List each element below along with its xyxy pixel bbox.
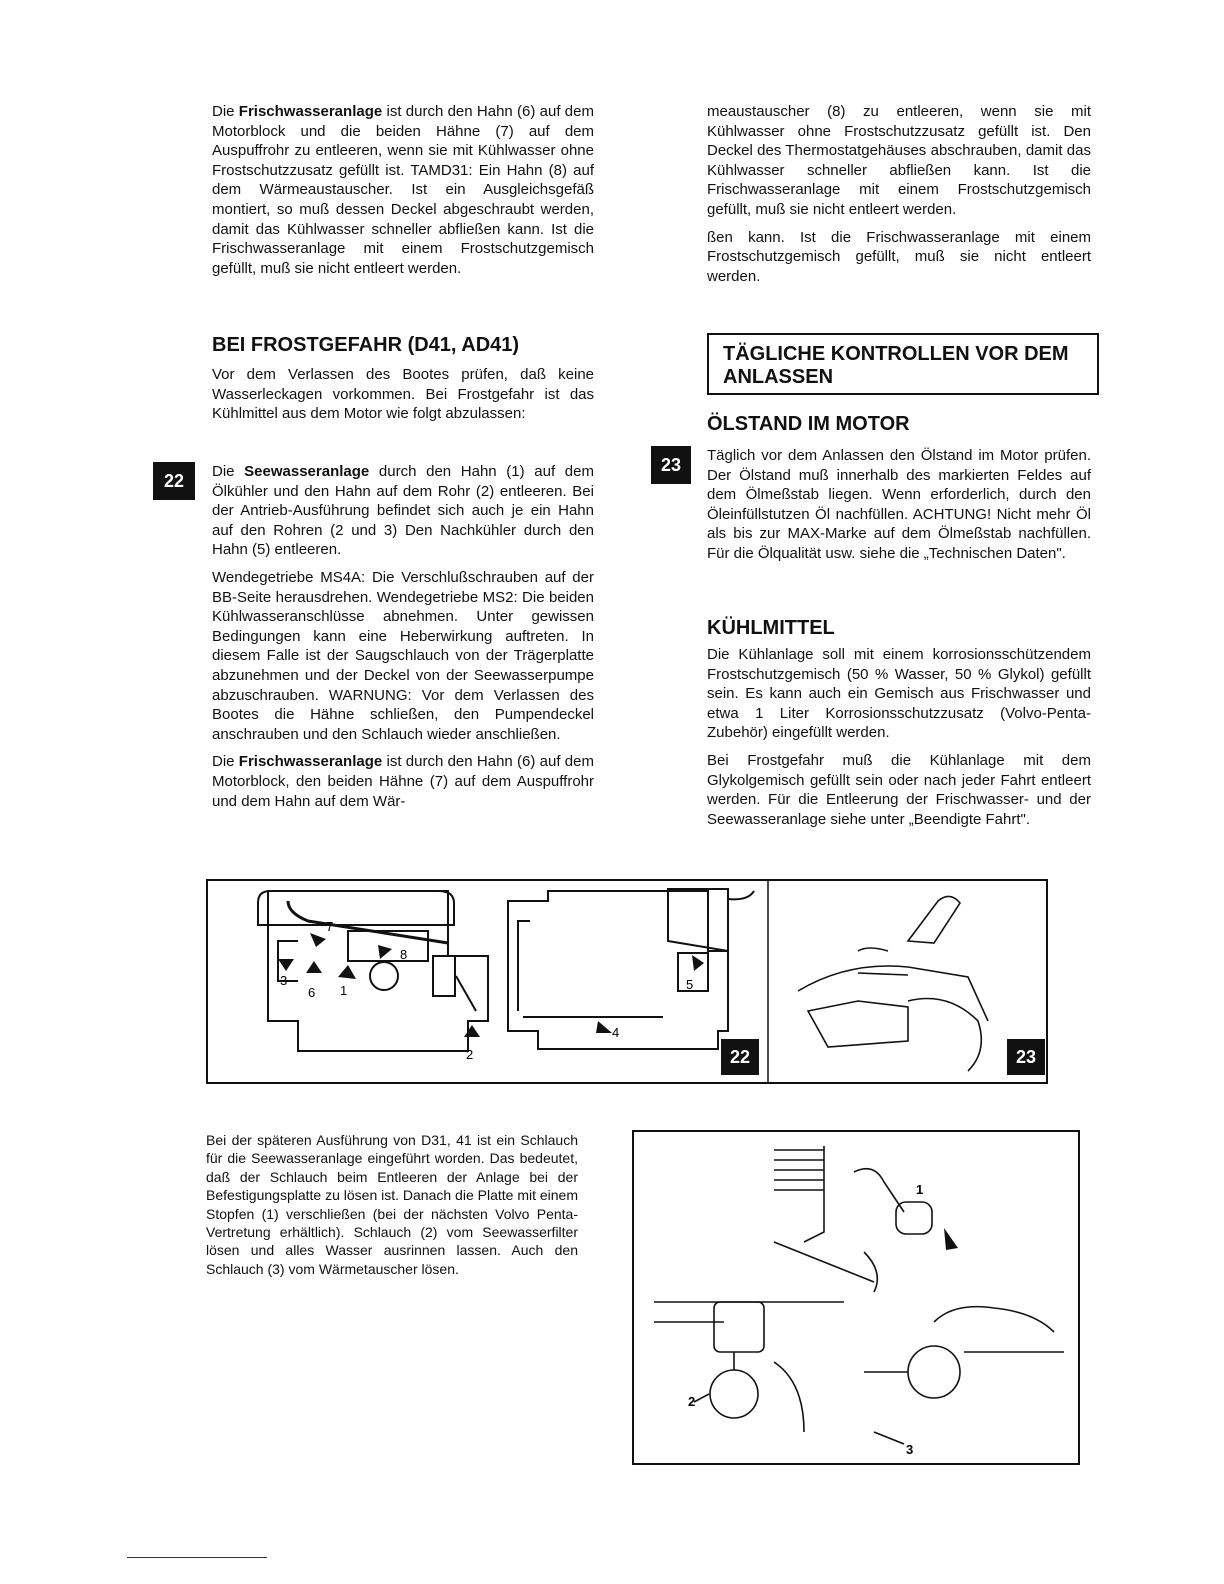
section-badge-22: 22: [153, 462, 195, 500]
left-column-bottom: [212, 462, 594, 819]
label-2: 2: [466, 1047, 474, 1062]
arrow-8: [378, 945, 392, 959]
figure-engine-drains: [206, 879, 1048, 1084]
heading-oelstand: ÖLSTAND IM MOTOR: [707, 413, 910, 435]
hose-arrow-1: [944, 1228, 958, 1250]
figure-hose-svg: [634, 1132, 1078, 1463]
paragraph-oelstand: Täglich vor dem Anlassen den Ölstand im Motor prüfen. Der Ölstand muß innerhalb des markierten Feldes auf dem Ölmeßstab liegen. Wenn erforderlich, durch den Öleinfüllstutzen Öl nachfüllen. ACHTUNG! Nicht mehr Öl als bis zur MAX-Marke auf dem Ölmeßstab nachfüllen. Für die Ölqualität usw. siehe die „Technischen Daten".: [707, 447, 1091, 562]
text: ist durch den Hahn (6) auf dem Motorblock, den beiden Hähne (7) auf dem Auspuffrohr und dem Hahn auf dem Wär-: [212, 753, 594, 810]
oil-fill-drawing: [798, 896, 988, 1071]
label-7: 7: [326, 919, 334, 934]
paragraph-kuehl-block: [707, 645, 1091, 837]
filter-drawing: [654, 1302, 844, 1432]
label-3: 3: [280, 973, 288, 988]
text: meaustauscher (8) zu entleeren, wenn sie mit Kühlwasser ohne Frostschutzzusatz gefüllt ist. Den Deckel des Thermostatgehäuses abschrauben, damit das Kühlwasser schneller abfließen kann.: [707, 103, 1091, 179]
left-column-top: [212, 102, 594, 286]
paragraph-seewasser: [212, 462, 594, 560]
figure-badge-23: 23: [1015, 1047, 1037, 1067]
text: Die: [212, 753, 239, 771]
heat-exchanger-drawing: [864, 1307, 1064, 1444]
label-1: 1: [916, 1182, 924, 1197]
paragraph-frost: Vor dem Verlassen des Bootes prüfen, daß keine Wasserleckagen vorkommen. Bei Frostgefahr ist das Kühlmittel aus dem Motor wie folgt abzulassen:: [212, 366, 594, 423]
paragraph-fragment: ßen kann. Ist die Frischwasseranlage mit einem Frostschutzgemisch gefüllt, muß sie nicht entleert werden.: [707, 228, 1091, 285]
paragraph-spaetere-ausfuehrung: Bei der späteren Ausführung von D31, 41 ist ein Schlauch für die Seewasseranlage eingeführt worden. Das bedeutet, daß der Schlauch beim Entleeren der Anlage bei der Befestigungsplatte zu lösen ist. Danach die Platte mit einem Stopfen (1) verschließen (bei der nächsten Volvo Penta-Vertretung erhältlich). Schlauch (2) vom Seewasserfilter lösen und alles Wasser ausrinnen lassen. Auch den Schlauch (3) vom Wärmetauscher lösen.: [206, 1132, 578, 1277]
engine-middle-arrows: [596, 955, 704, 1033]
paragraph-frischwasser-2: [212, 752, 594, 811]
figure-badge-22: 22: [729, 1047, 751, 1067]
arrow-2: [464, 1025, 480, 1037]
right-column-top: [707, 102, 1091, 294]
label-5: 5: [686, 977, 694, 992]
engine-middle-drawing: [508, 889, 754, 1049]
paragraph-waermetauscher: [707, 102, 1091, 220]
engine-left-drawing: [258, 891, 488, 1051]
hose-top-drawing: [774, 1146, 932, 1292]
paragraph-kuehlmittel-1: Die Kühlanlage soll mit einem korrosionsschützendem Frostschutzgemisch (50 % Wasser, 50 % Glykol) gefüllt sein. Es kann auch ein Gemisch aus Frischwasser und etwa 1 Liter Korrosionsschutzzusatz (Volvo-Penta-Zubehör) eingefüllt werden.: [707, 646, 1091, 742]
boxed-heading-taegliche-kontrollen: TÄGLICHE KONTROLLEN VOR DEM ANLASSEN: [707, 333, 1099, 395]
paragraph-kuehlmittel-2: Bei Frostgefahr muß die Kühlanlage mit dem Glykolgemisch gefüllt sein oder nach jeder Fahrt entleert werden. Für die Entleerung der Frischwasser- und der Seewasseranlage siehe unter „Beendigte Fahrt".: [707, 751, 1091, 828]
paragraph-wendegetriebe: Wendegetriebe MS4A: Die Verschlußschrauben auf der BB-Seite herausdrehen. Wendegetriebe MS2: Die beiden Kühlwasseranschlüsse abnehmen. Unter gewissen Bedingungen kann eine Heberwirkung auftreten. In diesem Falle ist der Saugschlauch von der Trägerplatte abzunehmen und der Deckel von der Seewasserpumpe abzuschrauben. WARNUNG: Vor dem Verlassen des Bootes die Hähne schließen, den Pumpendeckel anschrauben und den Schlauch wieder anschließen.: [212, 568, 594, 743]
text: durch den Hahn (1) auf dem Ölkühler und den Hahn auf dem Rohr (2) entleeren. Bei der Antrieb-Ausführung befindet sich auch je ein Hahn auf den Rohren (2 und 3) Den Nachkühler durch den Hahn (5) entleeren.: [212, 463, 594, 559]
paragraph-frischwasser: [212, 102, 594, 278]
section-badge-23: 23: [651, 446, 691, 484]
text: Die: [212, 103, 239, 120]
label-4: 4: [612, 1025, 620, 1040]
heading-kuehlmittel: KÜHLMITTEL: [707, 617, 835, 639]
label-3: 3: [906, 1442, 914, 1457]
footer-rule: [127, 1557, 267, 1558]
bold-term: Frischwasseranlage: [238, 103, 383, 120]
label-2: 2: [688, 1394, 696, 1409]
figure-hose-detail: [632, 1130, 1080, 1465]
figure-engine-svg: [208, 881, 1046, 1082]
text: Die: [212, 463, 245, 480]
label-8: 8: [400, 947, 408, 962]
heading-frostgefahr: BEI FROSTGEFAHR (D41, AD41): [212, 334, 520, 356]
arrow-3: [278, 959, 294, 971]
bold-term: Seewasseranlage: [244, 463, 370, 480]
arrow-1: [338, 965, 356, 979]
label-6: 6: [308, 985, 316, 1000]
text: Ist die Frischwasseranlage mit einem Frostschutzgemisch gefüllt, muß sie nicht entleert werden.: [707, 161, 1091, 218]
arrow-7: [310, 933, 326, 947]
arrow-6: [306, 961, 322, 973]
text: ist durch den Hahn (6) auf dem Motorblock und die beiden Hähne (7) auf dem Auspuffrohr zu entleeren, wenn sie mit Kühlwasser ohne Frostschutzzusatz gefüllt ist. TAMD31: Ein Hahn (8) auf dem Wärmeaustauscher. Ist ein Ausgleichsgefäß montiert, so muß dessen Deckel abgeschraubt werden, damit das Kühlwasser schneller abfließen kann. Ist die Frischwasseranlage mit einem Frostschutzgemisch gefüllt, muß sie nicht entleert werden.: [212, 103, 594, 277]
arrow-4: [596, 1021, 612, 1033]
bold-term: Frischwasseranlage: [238, 753, 383, 771]
arrow-5: [692, 955, 704, 971]
label-1: 1: [340, 983, 348, 998]
paragraph-oel-block: [707, 446, 1091, 572]
